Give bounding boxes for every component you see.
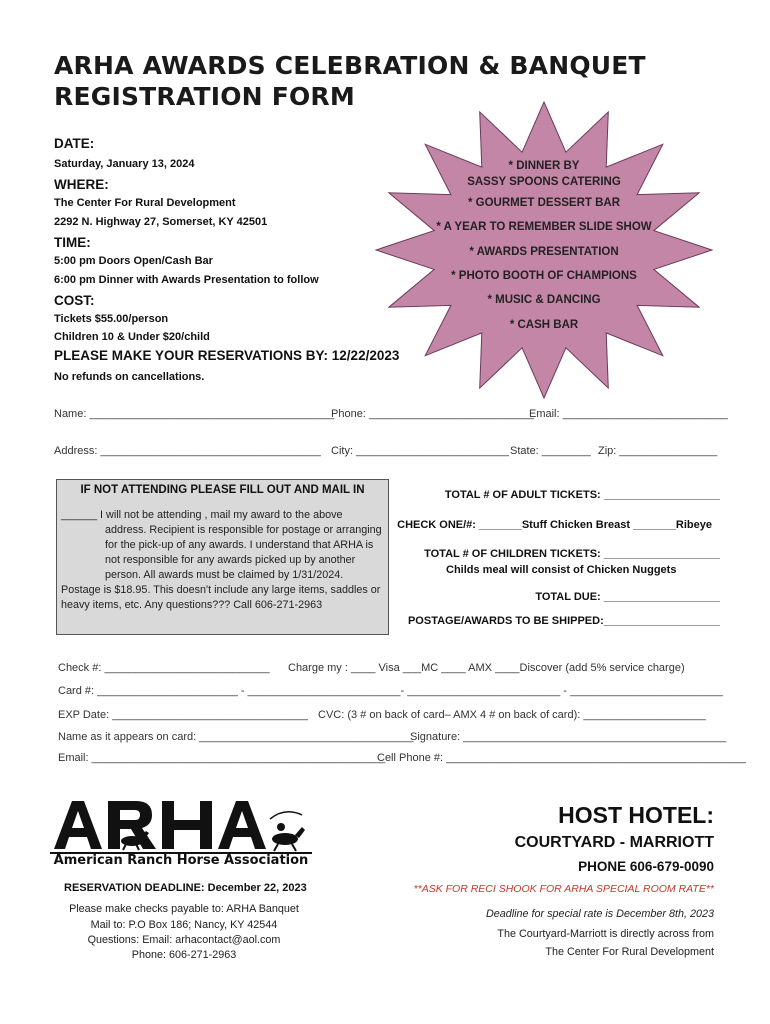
mailing-address: Mail to: P.O Box 186; Nancy, KY 42544 (90, 919, 278, 931)
star-item-awards: * AWARDS PRESENTATION (469, 246, 619, 258)
star-item-music: * MUSIC & DANCING (487, 294, 601, 306)
name-field[interactable]: Name: ________________________________________ (54, 408, 335, 420)
childs-meal-note: Childs meal will consist of Chicken Nuggets (446, 564, 677, 576)
star-item-dessert: * GOURMET DESSERT BAR (467, 197, 621, 209)
hotel-phone: PHONE 606-679-0090 (578, 859, 714, 874)
title-line-1: ARHA AWARDS CELEBRATION & BANQUET (54, 51, 646, 80)
where-line-1: The Center For Rural Development (54, 197, 236, 209)
adult-tickets-field[interactable]: TOTAL # OF ADULT TICKETS: ___________________ (444, 489, 720, 501)
questions-email: Questions: Email: arhacontact@aol.com (87, 934, 281, 946)
postage-text: Postage is $18.95. This doesn't include any large items, saddles or heavy items, etc. Any questions??? Call 606-271-2963 (61, 584, 381, 611)
logo-tagline: American Ranch Horse Association (53, 853, 309, 868)
cost-label: COST: (54, 293, 95, 308)
state-field[interactable]: State: ________ (510, 445, 591, 457)
postage-awards-field[interactable]: POSTAGE/AWARDS TO BE SHIPPED:___________________ (407, 615, 720, 627)
reservation-deadline: RESERVATION DEADLINE: December 22, 2023 (64, 882, 307, 894)
cost-line-1: Tickets $55.00/person (54, 313, 169, 325)
where-label: WHERE: (54, 177, 109, 192)
time-line-2: 6:00 pm Dinner with Awards Presentation to follow (54, 274, 319, 286)
time-line-1: 5:00 pm Doors Open/Cash Bar (54, 255, 213, 267)
arha-logo (50, 797, 312, 869)
address-field[interactable]: Address: ____________________________________ (54, 445, 321, 457)
no-refunds-note: No refunds on cancellations. (54, 371, 205, 383)
rate-deadline: Deadline for special rate is December 8th, 2023 (485, 908, 714, 920)
zip-field[interactable]: Zip: ________________ (598, 445, 718, 457)
signature-field[interactable]: Signature: ___________________________________________ (410, 731, 727, 743)
host-hotel-title: HOST HOTEL: (558, 802, 714, 828)
charge-type-field[interactable]: Charge my : ____ Visa ___MC ____ AMX ____Discover (add 5% service charge) (288, 662, 685, 674)
where-line-2: 2292 N. Highway 27, Somerset, KY 42501 (54, 216, 268, 228)
name-on-card-field[interactable]: Name as it appears on card: ___________________________________ (58, 731, 414, 743)
exp-date-field[interactable]: EXP Date: ________________________________ (58, 709, 308, 721)
city-field[interactable]: City: _________________________ (331, 445, 509, 457)
meal-choice-field[interactable]: CHECK ONE/#: _______Stuff Chicken Breast _______Ribeye (397, 519, 712, 531)
star-item-photobooth: * PHOTO BOOTH OF CHAMPIONS (451, 270, 637, 282)
time-label: TIME: (54, 235, 91, 250)
date-value: Saturday, January 13, 2024 (54, 158, 195, 170)
date-label: DATE: (54, 136, 95, 151)
email-field[interactable]: Email: ___________________________ (529, 408, 728, 420)
payment-email-field[interactable]: Email: ________________________________________________ (58, 752, 386, 764)
not-attending-body (61, 508, 385, 613)
star-item-cashbar: * CASH BAR (509, 319, 579, 331)
star-item-dinner: * DINNER BY (508, 160, 580, 172)
children-tickets-field[interactable]: TOTAL # OF CHILDREN TICKETS: ___________________ (424, 548, 720, 560)
check-number-field[interactable]: Check #: ___________________________ (58, 662, 270, 674)
title-line-2: REGISTRATION FORM (54, 82, 355, 111)
reservation-deadline-heading: PLEASE MAKE YOUR RESERVATIONS BY: 12/22/2023 (54, 348, 400, 363)
hotel-name: COURTYARD - MARRIOTT (514, 834, 714, 851)
not-attending-text: ______ I will not be attending , mail my award to the above address. Recipient is responsible for postage or arranging for the pick-up of any awards. I understand that ARHA is not responsible for any awards picked up by another person. All awards must be claimed by 1/31/2024. (61, 509, 382, 581)
hotel-location-line-2: The Center For Rural Development (545, 946, 714, 958)
star-item-slideshow: * A YEAR TO REMEMBER SLIDE SHOW (436, 221, 652, 233)
cvc-field[interactable]: CVC: (3 # on back of card– AMX 4 # on back of card): ____________________ (318, 709, 706, 721)
checks-payable: Please make checks payable to: ARHA Banquet (69, 903, 299, 915)
total-due-field[interactable]: TOTAL DUE: ___________________ (535, 591, 720, 603)
special-rate-note: **ASK FOR RECI SHOOK FOR ARHA SPECIAL ROOM RATE** (413, 883, 714, 895)
not-attending-box (56, 479, 389, 635)
card-number-field[interactable]: Card #: _______________________ - _________________________- _________________________ - _________________________ (58, 685, 723, 697)
hotel-location-line-1: The Courtyard-Marriott is directly across from (497, 928, 714, 940)
star-item-caterer: SASSY SPOONS CATERING (467, 176, 621, 188)
phone-field[interactable]: Phone: ___________________________ (331, 408, 535, 420)
cell-phone-field[interactable]: Cell Phone #: _________________________________________________ (377, 752, 746, 764)
features-starburst (370, 100, 718, 400)
cost-line-2: Children 10 & Under $20/child (54, 331, 210, 343)
not-attending-title: IF NOT ATTENDING PLEASE FILL OUT AND MAIL IN (80, 484, 365, 496)
questions-phone: Phone: 606-271-2963 (131, 949, 237, 961)
